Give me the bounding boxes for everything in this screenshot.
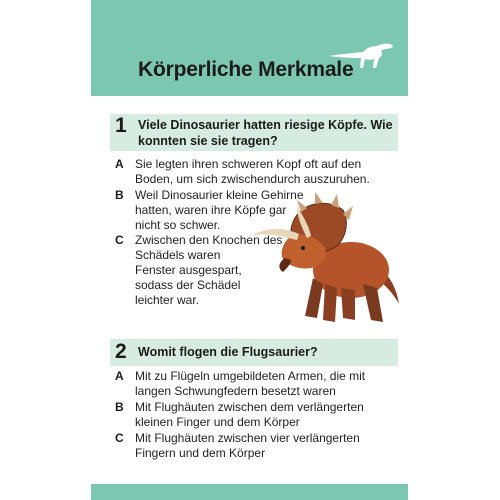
q2-option-c-text <box>135 431 360 461</box>
q1-option-b-letter: B <box>115 188 124 202</box>
q1-option-b-line: nicht so schwer. <box>135 218 221 232</box>
ceratopsian-dinosaur-illustration <box>251 192 401 332</box>
q2-option-b-text <box>135 400 364 430</box>
q1-option-a-letter: A <box>115 157 124 171</box>
q2-option-b-line: kleinen Finger und dem Körper <box>135 415 300 429</box>
q2-option-a-text <box>135 369 365 399</box>
q1-option-c-line: Fenster ausgespart, <box>135 263 242 277</box>
quiz-card <box>91 0 408 500</box>
q1-option-b-line: Weil Dinosaurier kleine Gehirne <box>135 188 304 202</box>
q1-option-a-line: Sie legten ihren schweren Kopf oft auf den <box>135 157 362 171</box>
question-2-text: Womit flogen die Flugsaurier? <box>138 345 318 359</box>
card-footer-band <box>91 484 408 500</box>
question-1-number: 1 <box>115 114 127 137</box>
q2-option-b-letter: B <box>115 400 124 414</box>
question-1-text: Viele Dinosaurier hatten riesige Köpfe. Wie konnten sie sie tragen? <box>138 118 393 148</box>
q1-option-c-line: sodass der Schädel <box>135 278 241 292</box>
card-header <box>91 0 408 96</box>
question-2-number: 2 <box>115 340 127 363</box>
q2-option-a-letter: A <box>115 369 124 383</box>
dinosaur-silhouette-icon <box>327 40 395 70</box>
q2-option-c-letter: C <box>115 431 124 445</box>
q2-option-a-line: langen Schwungfedern besetzt waren <box>135 384 336 398</box>
q2-option-c-line: Fingern und dem Körper <box>135 446 266 460</box>
q1-option-c-letter: C <box>115 233 124 247</box>
q1-option-b-line: hatten, waren ihre Köpfe gar <box>135 203 287 217</box>
page-title: Körperliche Merkmale <box>138 58 354 81</box>
q2-option-c-line: Mit Flughäuten zwischen vier verlängerten <box>135 431 360 445</box>
q2-option-b-line: Mit Flughäuten zwischen dem verlängerten <box>135 400 364 414</box>
q1-option-c-line: Zwischen den Knochen des <box>135 233 283 247</box>
q2-option-a-line: Mit zu Flügeln umgebildeten Armen, die mit <box>135 369 366 383</box>
q1-option-c-line: Schädels waren <box>135 248 221 262</box>
q1-option-c-line: leichter war. <box>135 293 200 307</box>
q1-option-a-text <box>135 157 370 187</box>
q1-option-a-line: Boden, um sich zwischendurch auszuruhen. <box>135 172 370 186</box>
